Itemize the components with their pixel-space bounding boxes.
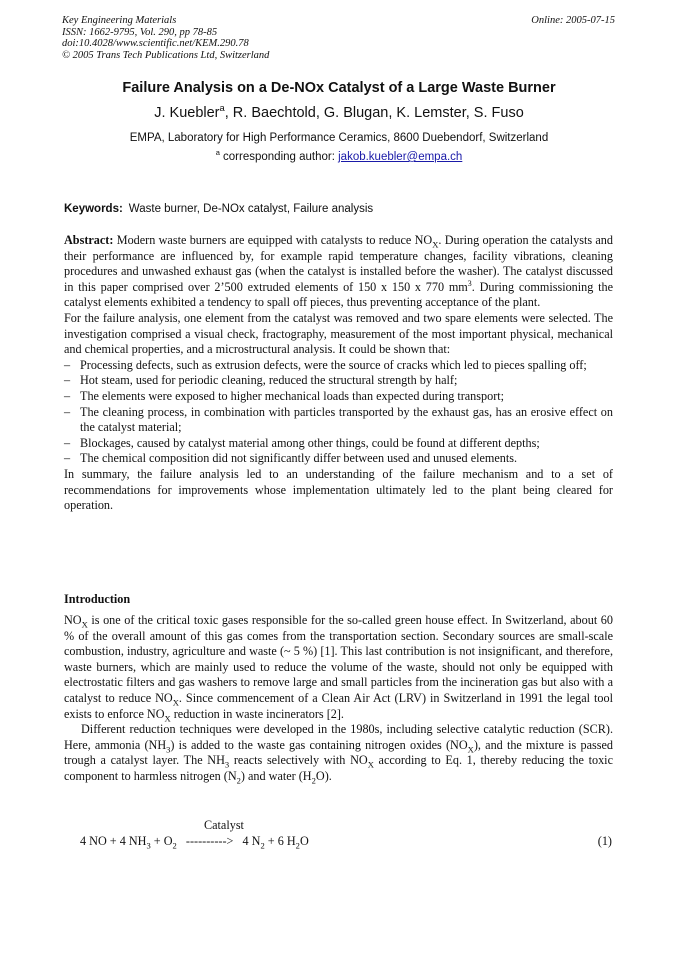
journal-header <box>62 15 269 61</box>
subscript: X <box>164 713 171 723</box>
copyright-line: © 2005 Trans Tech Publications Ltd, Switzerland <box>62 49 270 61</box>
subscript: X <box>467 744 474 755</box>
equation-term: 4 N <box>242 834 261 848</box>
journal-name: Key Engineering Materials <box>62 15 177 26</box>
abstract-section <box>64 233 613 514</box>
list-item: – The chemical composition did not significantly differ between used and unused elements. <box>64 451 613 467</box>
equation-term: + 6 H <box>264 834 296 848</box>
intro-paragraph-2 <box>64 722 613 784</box>
paper-title: Failure Analysis on a De-NOx Catalyst of a Large Waste Burner <box>122 80 556 96</box>
list-item: – The cleaning process, in combination with particles transported by the exhaust gas, has an erosive effect on the catalyst material; <box>64 405 613 436</box>
subscript: X <box>172 697 179 708</box>
intro-text: ) is added to the waste gas containing nitrogen oxides (NO <box>170 737 468 752</box>
reaction-arrow: ----------> <box>176 834 243 848</box>
findings-list <box>64 358 613 467</box>
abstract-paragraph-3: In summary, the failure analysis led to an understanding of the failure mechanism and to a set of recommendations for improvements whose implementation ultimately led to the plant being cleared for operation. <box>64 466 613 513</box>
intro-text: according to Eq. 1, thereby reducing the toxic component to harmless nitrogen (N <box>64 753 613 783</box>
subscript: X <box>81 619 88 630</box>
abstract-label: Abstract: <box>64 233 114 247</box>
keywords-line <box>64 203 373 215</box>
issn-line: ISSN: 1662-9795, Vol. 290, pp 78-85 <box>62 26 218 38</box>
subscript: 2 <box>172 840 177 851</box>
abstract-text: . During commissioning the catalyst elements exhibited a tendency to spall off pieces, thus preventing acceptance of the plant. <box>64 279 613 310</box>
subscript: 3 <box>224 759 230 770</box>
abstract-text: Modern waste burners are equipped with catalysts to reduce NO <box>113 233 433 247</box>
intro-text: reduction in waste incinerators [2]. <box>170 706 344 721</box>
abstract-text: . During operation the catalysts and their performance are influenced by, for example rapid temperature changes, facility vibrations, cleaning procedures and unwashed exhaust gas (when the catalyst is installed before the washer). The catalyst discussed in this paper comprised over 2’500 extruded elements of 150 x 150 x 770 mm <box>64 233 613 294</box>
equation-term: 4 NO + 4 NH <box>80 834 147 848</box>
superscript: 3 <box>467 278 472 288</box>
intro-text: ), and the mixture is passed trough a catalyst layer. The NH <box>64 737 613 768</box>
doi-line: doi:10.4028/www.scientific.net/KEM.290.78 <box>62 38 249 49</box>
keywords-text: Waste burner, De-NOx catalyst, Failure analysis <box>128 203 374 215</box>
corresponding-superscript: a <box>215 148 220 158</box>
list-item: – Processing defects, such as extrusion defects, were the source of cracks which led to pieces spalling off; <box>64 358 613 374</box>
intro-text: Different reduction techniques were developed in the 1980s, including selective catalytic reduction (SCR). Here, ammonia (NH <box>64 722 613 752</box>
intro-text: is one of the critical toxic gases responsible for the so-called green house effect. In Switzerland, about 60 % of the overall amount of this gas comes from the transportation section. Secondary sources are small-scale combustion, industry, agriculture and waste (~ 5 %) [1]. This last contribution is not insignificant, and therefore, waste burners, which are mainly used to reduce the volume of the waste, should not only be equipped with electrostatic filters and gas washers to remove large and small particles from the incineration gas but also with a catalyst to reduce NO <box>64 613 613 705</box>
list-item: – Blockages, caused by catalyst material among other things, could be found at different depths; <box>64 436 613 452</box>
equation-number: (1) <box>597 834 612 848</box>
online-date: Online: 2005-07-15 <box>531 15 615 26</box>
affiliation: EMPA, Laboratory for High Performance Ceramics, 8600 Duebendorf, Switzerland <box>129 132 549 144</box>
subscript: 2 <box>295 840 300 851</box>
author-superscript: a <box>219 102 225 114</box>
equation-term: + O <box>150 834 173 848</box>
subscript: 3 <box>166 744 171 755</box>
subscript: 2 <box>311 775 316 786</box>
introduction-section <box>64 613 613 785</box>
equation-term: O <box>299 834 309 848</box>
abstract-paragraph-1 <box>64 233 613 311</box>
intro-text: O). <box>315 768 332 783</box>
list-item: – The elements were exposed to higher mechanical loads than expected during transport; <box>64 389 613 405</box>
corresponding-label: corresponding author: <box>219 151 339 163</box>
subscript: 3 <box>146 840 151 851</box>
intro-text: NO <box>64 613 82 627</box>
subscript: 2 <box>260 840 265 851</box>
intro-text: ) and water (H <box>240 768 312 783</box>
list-item: – Hot steam, used for periodic cleaning, reduced the structural strength by half; <box>64 373 613 389</box>
intro-paragraph-1 <box>64 613 613 722</box>
subscript: X <box>432 239 439 250</box>
subscript: X <box>367 759 374 770</box>
intro-text: reacts selectively with NO <box>229 753 368 768</box>
subscript: 2 <box>236 775 241 786</box>
author-email-link[interactable]: jakob.kuebler@empa.ch <box>338 151 463 163</box>
first-author: J. Kuebler <box>154 105 220 121</box>
other-authors: , R. Baechtold, G. Blugan, K. Lemster, S. Fuso <box>224 105 524 121</box>
corresponding-author <box>0 148 678 163</box>
introduction-heading: Introduction <box>64 592 131 606</box>
author-list <box>0 102 678 121</box>
equation-1 <box>80 834 309 849</box>
abstract-paragraph-2: For the failure analysis, one element from the catalyst was removed and two spare elements were selected. The investigation comprised a visual check, fractography, measurement of the most important physical, mechanical and chemical properties, and a microstructural analysis. It could be shown that: <box>64 310 613 357</box>
intro-text: . Since commencement of a Clean Air Act (LRV) in Switzerland in 1991 the legal tool exists to enforce NO <box>64 690 614 721</box>
keywords-label: Keywords: <box>64 203 123 215</box>
equation-arrow-label: Catalyst <box>204 818 244 832</box>
